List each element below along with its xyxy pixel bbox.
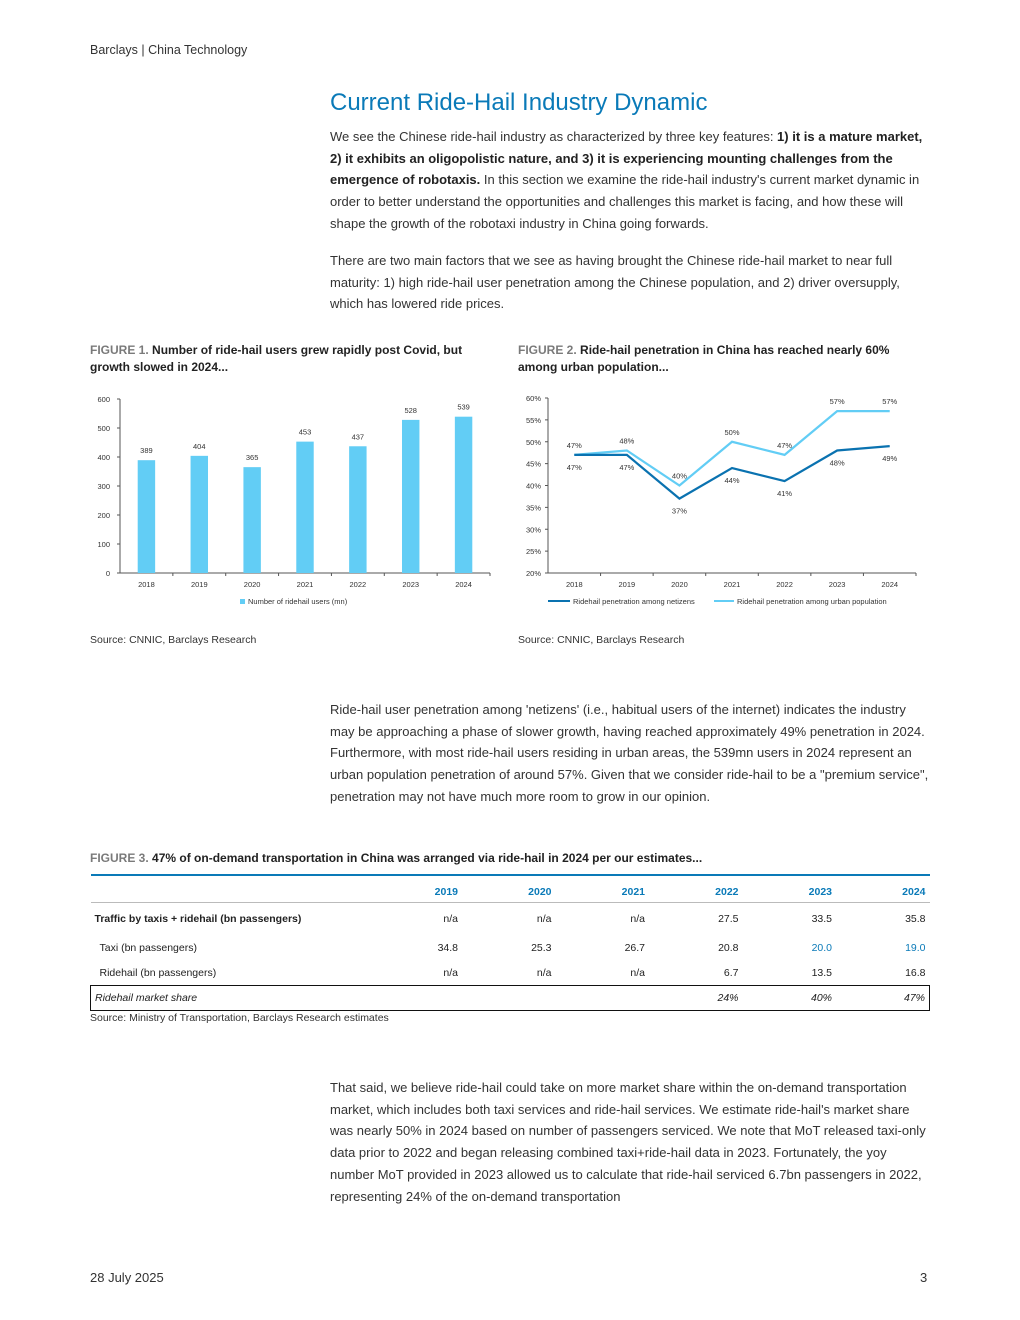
x-tick-label: 2021 [723,580,741,589]
table-cell: 27.5 [718,913,739,925]
maturity-paragraph: There are two main factors that we see as having brought the Chinese ride-hail market to near full maturity: 1) high ride-hail user penetration among the Chinese population, and 2) driver oversupply, which has lowered ride prices. [330,253,900,312]
legend-label-urban: Ridehail penetration among urban population [737,597,887,606]
table-cell: n/a [536,913,552,925]
table-cell: 47% [836,986,930,1011]
figure1-title: Number of ride-hail users grew rapidly post Covid, but growth slowed in 2024... [90,343,463,374]
section-title: Current Ride-Hail Industry Dynamic [330,89,708,116]
y-tick-label: 20% [525,569,541,578]
bar [191,456,208,573]
x-tick-label: 2022 [776,580,793,589]
table-header-cell: 2023 [743,875,837,903]
y-tick-label: 35% [525,503,541,513]
intro-rest: In this section we examine the ride-hail industry's current market dynamic in order to better understand the opportunities and challenges this market is facing, and how these will shape the growth of the robotaxi industry in China going forwards. [330,172,920,231]
table-cell: n/a [630,913,645,925]
report-header: Barclays | China Technology [90,43,248,57]
x-tick-label: 2018 [565,580,583,589]
footer-date: 28 July 2025 [90,1270,164,1285]
figure1-source: Source: CNNIC, Barclays Research [90,634,257,646]
table-cell: 25.3 [531,941,552,954]
table-cell [556,986,650,1011]
x-tick-label: 2023 [828,580,846,589]
figure3-source: Source: Ministry of Transportation, Barclays Research estimates [90,1012,389,1024]
bar [349,446,366,573]
urban-data-label: 57% [882,397,898,407]
figure2-number: FIGURE 2. [518,343,577,357]
table-cell: 35.8 [905,913,926,925]
table-cell: 40% [743,986,837,1011]
table-header-cell: 2024 [836,875,930,903]
x-tick-label: 2020 [243,580,261,589]
bar [138,460,155,573]
netizen-data-label: 48% [829,458,845,468]
table-cell: 33.5 [811,913,832,925]
table-cell: 34.8 [437,941,458,954]
bar [296,442,313,573]
urban-data-label: 50% [724,427,740,437]
table-cell: 20.0 [811,941,832,954]
table-row [91,960,930,986]
bar-value-label: 539 [457,402,470,412]
table-row [91,935,930,960]
x-tick-label: 2019 [190,580,208,589]
figure3-caption [90,850,930,867]
figure2-source: Source: CNNIC, Barclays Research [518,634,685,646]
table-header-cell: 2022 [649,875,743,903]
table-cell [369,986,463,1011]
figure1-caption [90,342,490,376]
netizen-data-label: 47% [619,462,635,472]
x-tick-label: 2023 [402,580,420,589]
y-tick-label: 200 [97,511,110,520]
table-cell: 19.0 [905,941,926,954]
table-cell: 13.5 [811,966,832,979]
y-tick-label: 500 [97,424,110,433]
y-tick-label: 50% [525,437,541,447]
row-label: Ridehail (bn passengers) [99,966,217,979]
bar [455,417,472,573]
urban-data-label: 57% [829,397,845,407]
market-share-table [90,874,930,1011]
y-tick-label: 55% [525,415,541,425]
table-header-cell: 2021 [556,875,650,903]
row-label: Traffic by taxis + ridehail (bn passengers) [94,913,302,925]
bar-value-label: 437 [351,432,365,442]
table-cell: 24% [649,986,743,1011]
penetration-paragraph: Ride-hail user penetration among 'netizens' (i.e., habitual users of the internet) indicates the industry may be approaching a phase of slower growth, having reached approximately 49% penetration in 2024. Furthermore, with most ride-hail users residing in urban areas, the 539mn users in 2024 represent an urban population penetration of around 57%. Given that we consider ride-hail to be a "premium service", penetration may not have much more room to grow in our opinion. [330,702,929,804]
table-cell: n/a [536,966,552,979]
bar [243,467,260,573]
figure2-title: Ride-hail penetration in China has reached nearly 60% among urban population... [518,343,890,374]
series-line [574,411,889,485]
x-tick-label: 2019 [618,580,636,589]
market-share-paragraph: That said, we believe ride-hail could take on more market share within the on-demand transportation market, which includes both taxi services and ride-hail services. We estimate ride-hail's market share was nearly 50% in 2024 based on number of passengers serviced. We note that MoT released taxi-only data prior to 2022 and began releasing combined taxi+ride-hail data in 2023. Fortunately, the yoy number MoT provided in 2023 allowed us to calculate that ride-hail serviced 6.7bn passengers in 2022, representing 24% of the on-demand transportation [330,1080,926,1204]
figure1-number: FIGURE 1. [90,343,149,357]
figure3-number: FIGURE 3. [90,851,149,865]
x-tick-label: 2018 [138,580,155,589]
urban-data-label: 47% [777,440,793,450]
table-cell: n/a [630,966,645,979]
y-tick-label: 30% [525,525,541,535]
table-header-row [91,875,930,903]
row-label: Taxi (bn passengers) [99,941,197,954]
x-tick-label: 2022 [349,580,367,589]
table-header-cell: 2020 [462,875,556,903]
netizen-data-label: 49% [882,454,898,464]
netizen-data-label: 47% [566,462,582,472]
netizen-data-label: 41% [777,489,793,499]
y-tick-label: 400 [97,453,110,462]
table-cell: n/a [443,966,458,979]
bar-value-label: 453 [298,427,312,437]
intro-key-features: 1) it is a mature market, 2) it exhibits an oligopolistic nature, and 3) it is experiencing mounting challenges from the emergence of robotaxis. [330,129,923,188]
table-row-market-share [91,986,930,1011]
figure3-title: 47% of on-demand transportation in China was arranged via ride-hail in 2024 per our estimates... [152,851,703,865]
bar-value-label: 389 [140,446,153,456]
table-cell: 20.8 [718,941,739,954]
row-label: Ridehail market share [91,986,369,1011]
table-row [91,903,930,936]
x-tick-label: 2020 [671,580,688,589]
table-header-cell: 2019 [369,875,463,903]
bar [402,420,419,573]
netizen-data-label: 37% [671,506,687,516]
bar-value-label: 404 [193,441,206,451]
x-tick-label: 2024 [881,580,899,589]
ride-hail-penetration-line-chart [518,385,928,620]
y-tick-label: 300 [97,482,110,491]
intro-lead: We see the Chinese ride-hail industry as characterized by three key features: [330,129,778,144]
y-tick-label: 600 [97,395,110,404]
legend-label-netizens: Ridehail penetration among netizens [573,597,695,606]
page-number: 3 [920,1270,928,1285]
series-line [574,446,889,499]
netizen-data-label: 44% [724,476,740,485]
table-cell: n/a [443,913,458,925]
intro-paragraph [330,126,930,235]
legend-label: Number of ridehail users (mn) [248,597,348,606]
y-tick-label: 0 [105,569,110,578]
x-tick-label: 2024 [455,580,472,589]
y-tick-label: 40% [525,481,541,491]
urban-data-label: 47% [566,440,582,450]
table-cell: 6.7 [723,966,739,979]
urban-data-label: 40% [671,471,687,481]
y-tick-label: 100 [97,540,110,549]
table-header-blank [91,875,369,903]
y-tick-label: 45% [525,459,541,469]
y-tick-label: 60% [525,394,541,403]
y-tick-label: 25% [525,547,541,557]
table-cell [462,986,556,1011]
ride-hail-users-bar-chart [90,385,500,620]
urban-data-label: 48% [619,436,635,446]
table-cell: 16.8 [905,966,926,979]
bar-value-label: 528 [404,405,417,415]
table-cell: 26.7 [624,941,645,954]
legend-swatch [240,599,245,604]
bar-value-label: 365 [245,453,259,463]
x-tick-label: 2021 [296,580,314,589]
figure2-caption [518,342,918,376]
